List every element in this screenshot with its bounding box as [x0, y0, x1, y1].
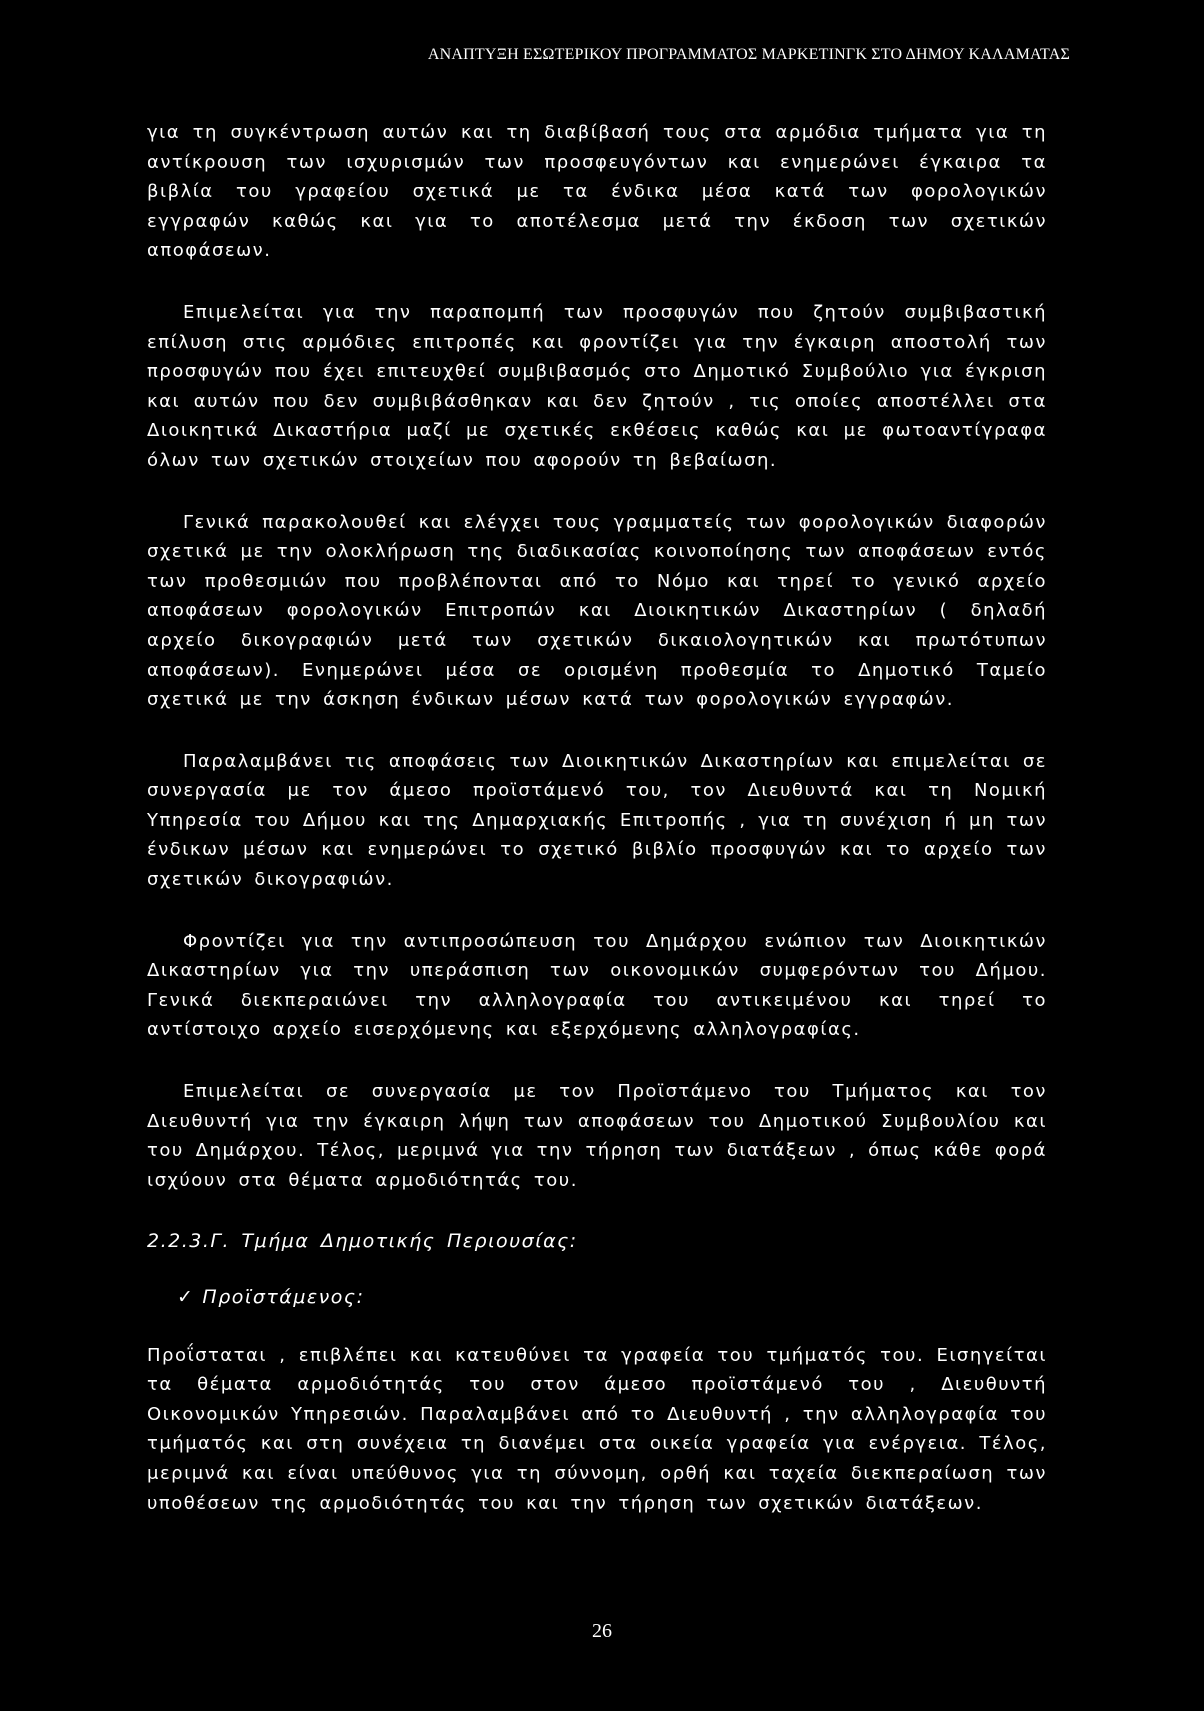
checkmark-icon: ✓	[177, 1286, 195, 1308]
paragraph-monitoring: Γενικά παρακολουθεί και ελέγχει τους γραμματείς των φορολογικών διαφορών σχετικά με την ολοκλήρωση της διαδικασίας κοινοποίησης των αποφάσεων εντός των προθεσμιών που προβλέπονται από το Νόμο και τηρεί το γενικό αρχείο αποφάσεων φορολογικών Επιτροπών και Διοικητικών Δικαστηρίων ( δηλαδή αρχείο δικογραφιών μετά των σχετικών δικαιολογητικών και πρωτότυπων αποφάσεων). Ενημερώνει μέσα σε ορισμένη προθεσμία το Δημοτικό Ταμείο σχετικά με την άσκηση ένδικων μέσων κατά των φορολογικών εγγραφών.	[147, 511, 1047, 711]
paragraph-decisions: Παραλαμβάνει τις αποφάσεις των Διοικητικών Δικαστηρίων και επιμελείται σε συνεργασία με τον άμεσο προϊστάμενό του, τον Διευθυντά και τη Νομική Υπηρεσία του Δήμου και της Δημαρχιακής Επιτροπής , για τη συνέχιση ή μη των ένδικων μέσων και ενημερώνει το σχετικό βιβλίο προσφυγών και το αρχείο των σχετικών δικογραφιών.	[147, 750, 1047, 891]
paragraph-continuation: για τη συγκέντρωση αυτών και τη διαβίβασή τους στα αρμόδια τμήματα για τη αντίκρουση των ισχυρισμών των προσφευγόντων και ενημερώνει έγκαιρα τα βιβλία του γραφείου σχετικά με τα ένδικα μέσα κατά των φορολογικών εγγραφών καθώς και για το αποτέλεσμα μετά την έκδοση των σχετικών αποφάσεων.	[147, 122, 1047, 262]
paragraph-head-duties: Προΐσταται , επιβλέπει και κατευθύνει τα γραφεία του τμήματός του. Εισηγείται τα θέματα αρμοδιότητάς του στον άμεσο προϊστάμενό του , Διευθυντή Οικονομικών Υπηρεσιών. Παραλαμβάνει από το Διευθυντή , την αλληλογραφία του τμήματός και στη συνέχεια τη διανέμει στα οικεία γραφεία για ενέργεια. Τέλος, μεριμνά και είναι υπεύθυνος για τη σύννομη, ορθή και ταχεία διεκπεραίωση των υποθέσεων της αρμοδιότητάς του και την τήρηση των σχετικών διατάξεων.	[147, 1344, 1047, 1514]
document-body	[147, 118, 1047, 1550]
paragraph-referral: Επιμελείται για την παραπομπή των προσφυγών που ζητούν συμβιβαστική επίλυση στις αρμόδιες επιτροπές και φροντίζει για την έγκαιρη αποστολή των προσφυγών που έχει επιτευχθεί συμβιβασμός στο Δημοτικό Συμβούλιο για έγκριση και αυτών που δεν συμβιβάσθηκαν και δεν ζητούν , τις οποίες αποστέλλει στα Διοικητικά Δικαστήρια μαζί με σχετικές εκθέσεις καθώς και με φωτοαντίγραφα όλων των σχετικών στοιχείων που αφορούν τη βεβαίωση.	[147, 301, 1047, 471]
page-number: 26	[592, 1620, 612, 1642]
subheading-label: Προϊστάμενος:	[202, 1286, 365, 1308]
running-header: ΑΝΑΠΤΥΞΗ ΕΣΩΤΕΡΙΚΟΥ ΠΡΟΓΡΑΜΜΑΤΟΣ ΜΑΡΚΕΤΙΝΓΚ ΣΤΟ ΔΗΜΟΥ ΚΑΛΑΜΑΤΑΣ	[427, 46, 1070, 63]
paragraph-cooperation: Επιμελείται σε συνεργασία με τον Προϊστάμενο του Τμήματος και τον Διευθυντή για την έγκαιρη λήψη των αποφάσεων του Δημοτικού Συμβουλίου και του Δημάρχου. Τέλος, μεριμνά για την τήρηση των διατάξεων , όπως κάθε φορά ισχύουν στα θέματα αρμοδιότητάς του.	[147, 1081, 1047, 1191]
section-title: 2.2.3.Γ. Τμήμα Δημοτικής Περιουσίας:	[147, 1230, 578, 1253]
paragraph-representation: Φροντίζει για την αντιπροσώπευση του Δημάρχου ενώπιον των Διοικητικών Δικαστηρίων για την υπεράσπιση των οικονομικών συμφερόντων του Δήμου. Γενικά διεκπεραιώνει την αλληλογραφία του αντικειμένου και τηρεί το αντίστοιχο αρχείο εισερχόμενης και εξερχόμενης αλληλογραφίας.	[147, 930, 1047, 1041]
subheading	[177, 1283, 1047, 1313]
